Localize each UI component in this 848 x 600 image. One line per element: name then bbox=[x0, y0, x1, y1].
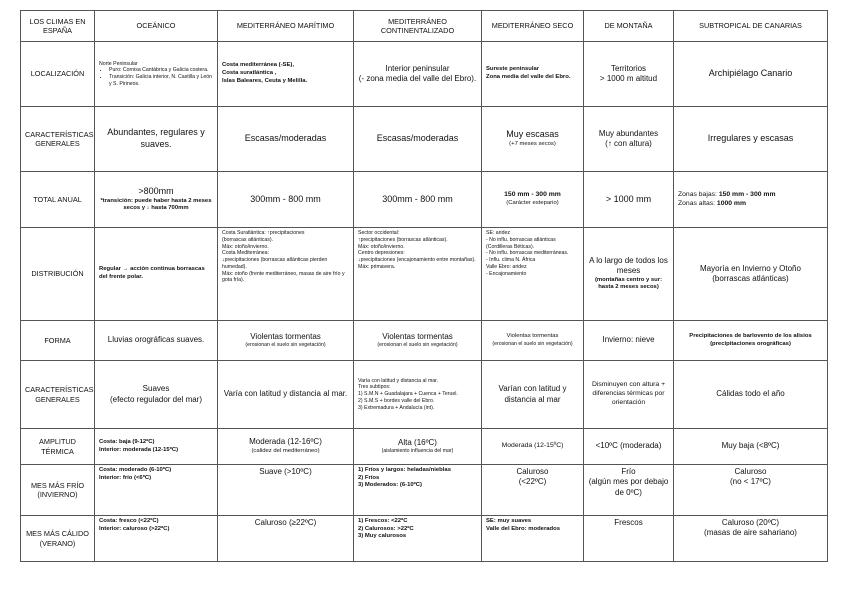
cell-maritimo-frio: Suave (>10ºC) bbox=[218, 465, 354, 516]
cell-seco-localizacion bbox=[482, 42, 584, 107]
cell-oceanico-total bbox=[95, 172, 218, 228]
oceanico-total-main: >800mm bbox=[138, 185, 174, 196]
continental-amp-main: Alta (16ºC) bbox=[398, 437, 437, 447]
cell-canarias-frio bbox=[674, 465, 828, 516]
cell-montana-forma: Invierno: nieve bbox=[584, 321, 674, 361]
oceanico-total-note: *transición: puede haber hasta 2 meses secos y ↓ hasta 700mm bbox=[100, 197, 212, 212]
cell-seco-amplitud: Moderada (12-15ºC) bbox=[482, 429, 584, 465]
seco-frio-main: Caluroso bbox=[516, 467, 549, 476]
cell-maritimo-caracteristicas: Escasas/moderadas bbox=[218, 107, 354, 172]
cell-canarias-temp: Cálidas todo el año bbox=[674, 361, 828, 429]
maritimo-dist-line: Máx: otoño (frente mediterráneo, masas de aire frío y gota fría). bbox=[222, 270, 345, 284]
cell-montana-distribucion bbox=[584, 228, 674, 321]
cell-montana-frio bbox=[584, 465, 674, 516]
seco-dist-line: - Influ. clima N. África bbox=[486, 257, 536, 263]
maritimo-dist-line: (borrascas atlánticas). bbox=[222, 236, 274, 243]
oceanico-amp-line: Interior: moderada (12-15ºC) bbox=[99, 446, 179, 453]
continental-dist-line: Sector occidental: bbox=[358, 230, 400, 236]
oceanico-temp-main: Suaves bbox=[142, 384, 170, 394]
canarias-bajas-value: 150 mm - 300 mm bbox=[718, 190, 776, 198]
maritimo-loc-line: Costa suratlántica , bbox=[222, 70, 277, 77]
montana-car-main: Muy abundantes bbox=[598, 128, 659, 138]
montana-frio-main: Frío bbox=[621, 467, 636, 476]
oceanico-loc-item: • Transición: Galicia interior, N. Castilla y León y S. Pirineos. bbox=[109, 74, 213, 88]
seco-frio-sub: (<22ºC) bbox=[518, 477, 547, 487]
seco-dist-line: - No influ. borrascas atlánticas (Cordilleras Béticas). bbox=[486, 236, 556, 250]
seco-dist-line: Valle Ebro: aridez bbox=[486, 263, 527, 270]
header-mediterraneo-maritimo: MEDITERRÁNEO MARÍTIMO bbox=[218, 11, 354, 42]
row-forma bbox=[21, 321, 828, 361]
continental-loc-line: (- zona media del valle del Ebro). bbox=[358, 74, 477, 83]
cell-canarias-distribucion bbox=[674, 228, 828, 321]
maritimo-dist-line: ↓precipitaciones (borrascas atlánticas pierden humedad). bbox=[222, 257, 328, 270]
row-label-mes-calido: MES MÁS CÁLIDO (VERANO) bbox=[21, 516, 95, 562]
cell-seco-forma bbox=[482, 321, 584, 361]
header-row bbox=[21, 11, 828, 42]
canarias-bajas-label: Zonas bajas: bbox=[678, 190, 719, 198]
seco-dist-line: - Encajonamiento bbox=[486, 270, 527, 277]
seco-loc-line: Sureste peninsular bbox=[486, 66, 540, 73]
row-label-forma: FORMA bbox=[21, 321, 95, 361]
cell-continental-temp bbox=[354, 361, 482, 429]
continental-temp-line: Varía con latitud y distancia al mar. bbox=[358, 377, 439, 384]
oceanico-loc-item: • Puro: Cornisa Cantábrica y Galicia costera. bbox=[109, 67, 213, 74]
canarias-dist-sub: (borrascas atlánticas) bbox=[712, 274, 789, 283]
canarias-altas-label: Zonas altas: bbox=[678, 199, 717, 207]
continental-forma-sub: (erosionan el suelo sin vegetación) bbox=[377, 342, 458, 349]
cell-oceanico-calido bbox=[95, 516, 218, 562]
cell-canarias-calido bbox=[674, 516, 828, 562]
oceanico-calido-line: Costa: fresco (<22ºC) bbox=[99, 518, 159, 524]
header-mediterraneo-seco: MEDITERRÁNEO SECO bbox=[482, 11, 584, 42]
cell-continental-amplitud bbox=[354, 429, 482, 465]
cell-maritimo-temp: Varía con latitud y distancia al mar. bbox=[218, 361, 354, 429]
continental-frio-line: 1) Fríos y largos: heladas/nieblas bbox=[358, 467, 451, 473]
montana-loc-line: > 1000 m altitud bbox=[599, 74, 658, 83]
continental-dist-line: ↓precipitaciones (encajonamiento entre montañas). bbox=[358, 257, 476, 263]
header-mediterraneo-continentalizado: MEDITERRÁNEO CONTINENTALIZADO bbox=[354, 11, 482, 42]
header-subtropical-canarias: SUBTROPICAL DE CANARIAS bbox=[674, 11, 828, 42]
row-label-amplitud: AMPLITUD TÉRMICA bbox=[21, 429, 95, 465]
cell-maritimo-total: 300mm - 800 mm bbox=[218, 172, 354, 228]
continental-frio-line: 2) Fríos bbox=[358, 474, 380, 481]
cell-seco-total bbox=[482, 172, 584, 228]
continental-loc-line: Interior peninsular bbox=[385, 63, 450, 73]
cell-seco-temp: Varían con latitud y distancia al mar bbox=[482, 361, 584, 429]
maritimo-dist-line: Costa Suratlántica: ↑precipitaciones bbox=[222, 230, 305, 236]
seco-total-main: 150 mm - 300 mm bbox=[504, 191, 561, 199]
seco-calido-line: SE: muy suaves bbox=[486, 518, 532, 524]
continental-dist-line: Centro depresiones: bbox=[358, 250, 405, 257]
continental-calido-line: 1) Frescos: <22ºC bbox=[358, 518, 408, 524]
row-label-distribucion: DISTRIBUCIÓN bbox=[21, 228, 95, 321]
continental-forma-main: Violentas tormentas bbox=[382, 331, 453, 341]
canarias-calido-main: Caluroso (20ºC) bbox=[721, 518, 780, 527]
cell-seco-caracteristicas bbox=[482, 107, 584, 172]
oceanico-frio-line: Interior: frío (<6ºC) bbox=[99, 474, 152, 481]
cell-montana-temp: Disminuyen con altura + diferencias térmicas por orientación bbox=[584, 361, 674, 429]
seco-car-main: Muy escasas bbox=[506, 129, 559, 140]
canarias-frio-sub: (no < 17ºC) bbox=[730, 477, 771, 487]
montana-car-sub: (↑ con altura) bbox=[605, 139, 652, 148]
montana-loc-line: Territorios bbox=[610, 63, 647, 73]
continental-frio-line: 3) Moderados: (6-10ºC) bbox=[358, 482, 423, 489]
continental-calido-line: 2) Calurosos: >22ºC bbox=[358, 525, 414, 532]
continental-temp-line: Tres subtipos: bbox=[358, 384, 391, 391]
seco-total-sub: (Carácter estepario) bbox=[506, 200, 559, 206]
cell-montana-caracteristicas bbox=[584, 107, 674, 172]
montana-dist-sub: (montañas centro y sur: hasta 2 meses secos) bbox=[594, 276, 663, 291]
seco-dist-line: - No influ. borrascas mediterráneas. bbox=[486, 250, 569, 257]
cell-maritimo-distribucion bbox=[218, 228, 354, 321]
header-oceanico: OCEÁNICO bbox=[95, 11, 218, 42]
montana-frio-sub: (algún mes por debajo de 0ºC) bbox=[588, 477, 669, 497]
row-label-caracteristicas: CARACTERÍSTICAS GENERALES bbox=[21, 107, 95, 172]
cell-canarias-amplitud: Muy baja (<8ºC) bbox=[674, 429, 828, 465]
row-caracteristicas bbox=[21, 107, 828, 172]
canarias-dist-main: Mayoría en Invierno y Otoño bbox=[700, 263, 801, 273]
cell-seco-distribucion bbox=[482, 228, 584, 321]
maritimo-amp-sub: (calidez del mediterráneo) bbox=[251, 447, 320, 454]
cell-continental-forma bbox=[354, 321, 482, 361]
seco-dist-line: SE: aridez bbox=[486, 230, 510, 236]
climas-table bbox=[20, 10, 828, 562]
row-mes-frio bbox=[21, 465, 828, 516]
continental-temp-line: 2) S.M.S + bordes valle del Ebro. bbox=[358, 397, 435, 404]
cell-continental-distribucion bbox=[354, 228, 482, 321]
maritimo-dist-line: Máx: otoño/invierno. bbox=[222, 243, 269, 250]
maritimo-forma-main: Violentas tormentas bbox=[250, 331, 321, 341]
cell-seco-calido bbox=[482, 516, 584, 562]
row-temp-generales bbox=[21, 361, 828, 429]
seco-car-sub: (+7 meses secos) bbox=[509, 141, 556, 147]
cell-maritimo-localizacion bbox=[218, 42, 354, 107]
cell-montana-amplitud: <10ºC (moderada) bbox=[584, 429, 674, 465]
canarias-frio-main: Caluroso bbox=[734, 467, 767, 476]
row-amplitud bbox=[21, 429, 828, 465]
cell-maritimo-forma bbox=[218, 321, 354, 361]
cell-oceanico-localizacion bbox=[95, 42, 218, 107]
row-localizacion bbox=[21, 42, 828, 107]
cell-canarias-forma: Precipitaciones de barlovento de los alisios (precipitaciones orográficas) bbox=[674, 321, 828, 361]
cell-maritimo-calido: Caluroso (≥22ºC) bbox=[218, 516, 354, 562]
cell-canarias-caracteristicas: Irregulares y escasas bbox=[674, 107, 828, 172]
cell-oceanico-frio bbox=[95, 465, 218, 516]
oceanico-temp-sub: (efecto regulador del mar) bbox=[109, 394, 203, 404]
seco-forma-sub: (erosionan el suelo sin vegetación) bbox=[492, 340, 573, 347]
row-distribucion bbox=[21, 228, 828, 321]
montana-dist-main: A lo largo de todos los meses bbox=[589, 255, 668, 276]
cell-continental-total: 300mm - 800 mm bbox=[354, 172, 482, 228]
maritimo-dist-line: Costa Mediterránea: bbox=[222, 250, 269, 257]
row-label-temp-generales: CARACTERÍSTICAS GENERALES bbox=[21, 361, 95, 429]
cell-seco-frio bbox=[482, 465, 584, 516]
cell-oceanico-amplitud bbox=[95, 429, 218, 465]
continental-temp-line: 3) Extremadura + Andalucía (int). bbox=[358, 404, 435, 411]
cell-oceanico-caracteristicas: Abundantes, regulares y suaves. bbox=[95, 107, 218, 172]
continental-dist-line: Máx: otoño/invierno. bbox=[358, 243, 405, 250]
header-de-montana: DE MONTAÑA bbox=[584, 11, 674, 42]
row-total-anual bbox=[21, 172, 828, 228]
header-los-climas: LOS CLIMAS EN ESPAÑA bbox=[21, 11, 95, 42]
row-label-total-anual: TOTAL ANUAL bbox=[21, 172, 95, 228]
cell-canarias-localizacion: Archipiélago Canario bbox=[674, 42, 828, 107]
maritimo-loc-line: Islas Baleares, Ceuta y Melilla. bbox=[222, 77, 308, 84]
oceanico-frio-line: Costa: moderado (6-10ºC) bbox=[99, 467, 172, 473]
canarias-altas-value: 1000 mm bbox=[716, 199, 747, 207]
maritimo-loc-line: Costa mediterránea (-SE), bbox=[222, 62, 295, 69]
seco-forma-main: Violentas tormentas bbox=[506, 333, 559, 340]
cell-continental-calido bbox=[354, 516, 482, 562]
seco-calido-line: Valle del Ebro: moderados bbox=[486, 525, 560, 532]
cell-continental-localizacion bbox=[354, 42, 482, 107]
maritimo-amp-main: Moderada (12-16ºC) bbox=[249, 437, 322, 447]
maritimo-forma-sub: (erosionan el suelo sin vegetación) bbox=[245, 342, 326, 349]
continental-calido-line: 3) Muy calurosos bbox=[358, 533, 407, 540]
canarias-calido-sub: (masas de aire sahariano) bbox=[704, 528, 797, 538]
oceanico-calido-line: Interior: caluroso (>22ºC) bbox=[99, 525, 170, 532]
row-label-mes-frio: MES MÁS FRÍO (INVIERNO) bbox=[21, 465, 95, 516]
cell-maritimo-amplitud bbox=[218, 429, 354, 465]
continental-amp-sub: (aislamiento influencia del mar) bbox=[381, 448, 454, 455]
cell-montana-calido: Frescos bbox=[584, 516, 674, 562]
seco-loc-line: Zona media del valle del Ebro. bbox=[486, 74, 571, 80]
continental-dist-line: Máx: primavera. bbox=[358, 263, 396, 270]
row-label-localizacion: LOCALIZACIÓN bbox=[21, 42, 95, 107]
oceanico-loc-title: Norte Peninsular bbox=[99, 60, 138, 67]
cell-continental-frio bbox=[354, 465, 482, 516]
cell-oceanico-distribucion: Regular → acción continua borrascas del frente polar. bbox=[95, 228, 218, 321]
cell-oceanico-forma: Lluvias orográficas suaves. bbox=[95, 321, 218, 361]
cell-continental-caracteristicas: Escasas/moderadas bbox=[354, 107, 482, 172]
cell-canarias-total bbox=[674, 172, 828, 228]
cell-oceanico-temp bbox=[95, 361, 218, 429]
continental-temp-line: 1) S.M.N + Guadalajara + Cuenca + Teruel. bbox=[358, 391, 458, 398]
oceanico-amp-line: Costa: baja (9-12ºC) bbox=[99, 438, 155, 445]
row-mes-calido bbox=[21, 516, 828, 562]
continental-dist-line: ↑precipitaciones (borrascas atlánticas). bbox=[358, 236, 448, 243]
cell-montana-localizacion bbox=[584, 42, 674, 107]
cell-montana-total: > 1000 mm bbox=[584, 172, 674, 228]
